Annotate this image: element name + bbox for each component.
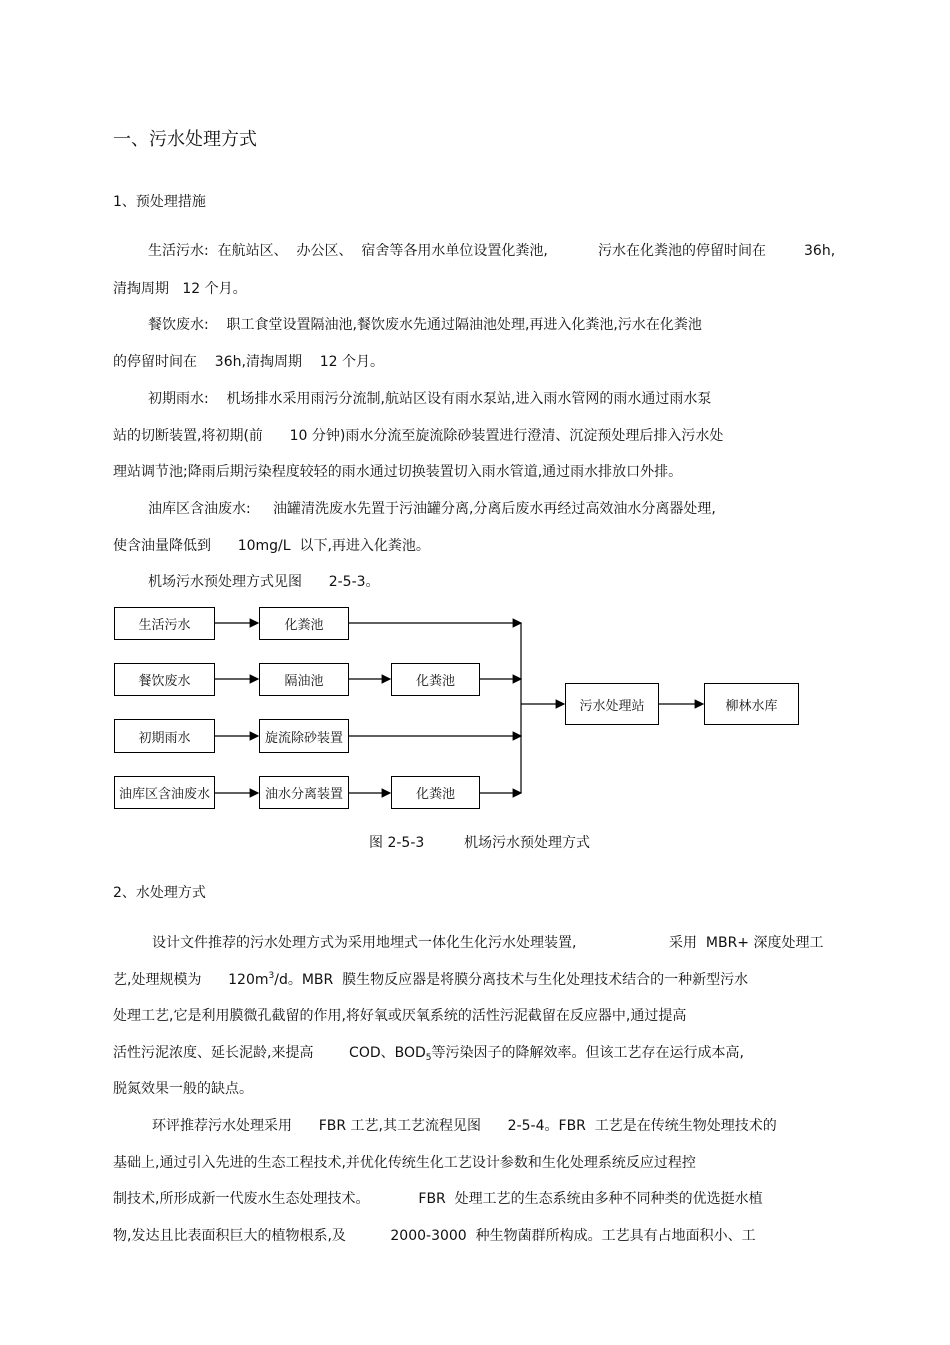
paragraph-domestic-line1c: 36h, bbox=[804, 243, 836, 259]
box-sewage-treatment-station: 污水处理站 bbox=[565, 683, 659, 725]
paragraph-fbr-line4: 物,发达且比表面积巨大的植物根系,及 2000-3000 种生物菌群所构成。工艺具有占地面积小、工 bbox=[113, 1228, 756, 1244]
box-canteen-wastewater: 餐饮废水 bbox=[114, 663, 215, 696]
paragraph-figure-reference: 机场污水预处理方式见图 2-5-3。 bbox=[148, 574, 380, 590]
paragraph-oil-line1: 油库区含油废水: 油罐清洗废水先置于污油罐分离,分离后废水再经过高效油水分离器处理, bbox=[148, 501, 716, 517]
box-vortex-grit-removal: 旋流除砂装置 bbox=[259, 719, 349, 753]
paragraph-rain-line1: 初期雨水: 机场排水采用雨污分流制,航站区设有雨水泵站,进入雨水管网的雨水通过雨水泵 bbox=[148, 391, 712, 407]
paragraph-mbr-line2 bbox=[113, 971, 748, 989]
section-title: 一、污水处理方式 bbox=[113, 129, 257, 150]
paragraph-mbr-line1b: 采用 MBR+ 深度处理工 bbox=[669, 935, 824, 951]
subsection-title-treatment: 2、水处理方式 bbox=[113, 885, 206, 901]
paragraph-mbr-line5: 脱氮效果一般的缺点。 bbox=[113, 1081, 253, 1097]
paragraph-mbr-line4a: 活性污泥浓度、延长泥龄,来提高 COD、BOD bbox=[113, 1045, 426, 1061]
box-oil-water-separator: 油水分离装置 bbox=[259, 776, 349, 809]
paragraph-rain-line2: 站的切断装置,将初期(前 10 分钟)雨水分流至旋流除砂装置进行澄清、沉淀预处理后排入污水处 bbox=[113, 428, 724, 444]
paragraph-oil-line2: 使含油量降低到 10mg/L 以下,再进入化粪池。 bbox=[113, 538, 430, 554]
paragraph-fbr-line1: 环评推荐污水处理采用 FBR 工艺,其工艺流程见图 2-5-4。FBR 工艺是在传统生物处理技术的 bbox=[152, 1118, 777, 1134]
box-oil-depot-wastewater: 油库区含油废水 bbox=[114, 776, 215, 809]
box-liulin-reservoir: 柳林水库 bbox=[704, 683, 799, 725]
paragraph-rain-line3: 理站调节池;降雨后期污染程度较轻的雨水通过切换装置切入雨水管道,通过雨水排放口外排。 bbox=[113, 464, 683, 480]
paragraph-fbr-line2: 基础上,通过引入先进的生态工程技术,并优化传统生化工艺设计参数和生化处理系统反应过程控 bbox=[113, 1155, 696, 1171]
subsection-title-pretreatment: 1、预处理措施 bbox=[113, 194, 206, 210]
box-domestic-sewage: 生活污水 bbox=[114, 607, 215, 640]
paragraph-mbr-line1a: 设计文件推荐的污水处理方式为采用地埋式一体化生化污水处理装置, bbox=[152, 935, 577, 951]
superscript-3: 3 bbox=[268, 971, 275, 981]
box-septic-tank-1: 化粪池 bbox=[259, 607, 349, 640]
paragraph-mbr-line2b: /d。MBR 膜生物反应器是将膜分离技术与生化处理技术结合的一种新型污水 bbox=[274, 972, 749, 988]
paragraph-fbr-line3: 制技术,所形成新一代废水生态处理技术。 FBR 处理工艺的生态系统由多种不同种类的优选挺水植 bbox=[113, 1191, 763, 1207]
paragraph-canteen-line2: 的停留时间在 36h,清掏周期 12 个月。 bbox=[113, 354, 385, 370]
figure-caption-number: 图 2-5-3 bbox=[369, 835, 425, 851]
paragraph-domestic-line1a: 生活污水: 在航站区、 办公区、 宿舍等各用水单位设置化粪池, bbox=[148, 243, 548, 259]
box-grease-trap: 隔油池 bbox=[259, 663, 349, 696]
paragraph-mbr-line4b: 等污染因子的降解效率。但该工艺存在运行成本高, bbox=[431, 1045, 744, 1061]
paragraph-mbr-line2a: 艺,处理规模为 120m bbox=[113, 972, 269, 988]
subscript-5: 5 bbox=[425, 1053, 432, 1063]
box-septic-tank-3: 化粪池 bbox=[391, 776, 480, 809]
box-septic-tank-2: 化粪池 bbox=[391, 663, 480, 696]
box-initial-rainwater: 初期雨水 bbox=[114, 719, 215, 753]
paragraph-canteen-line1: 餐饮废水: 职工食堂设置隔油池,餐饮废水先通过隔油池处理,再进入化粪池,污水在化粪池 bbox=[148, 317, 702, 333]
figure-caption-text: 机场污水预处理方式 bbox=[464, 835, 590, 851]
paragraph-mbr-line3: 处理工艺,它是利用膜微孔截留的作用,将好氧或厌氧系统的活性污泥截留在反应器中,通过提高 bbox=[113, 1008, 687, 1024]
paragraph-domestic-line2: 清掏周期 12 个月。 bbox=[113, 281, 247, 297]
paragraph-domestic-line1b: 污水在化粪池的停留时间在 bbox=[598, 243, 766, 259]
paragraph-mbr-line4 bbox=[113, 1044, 744, 1062]
